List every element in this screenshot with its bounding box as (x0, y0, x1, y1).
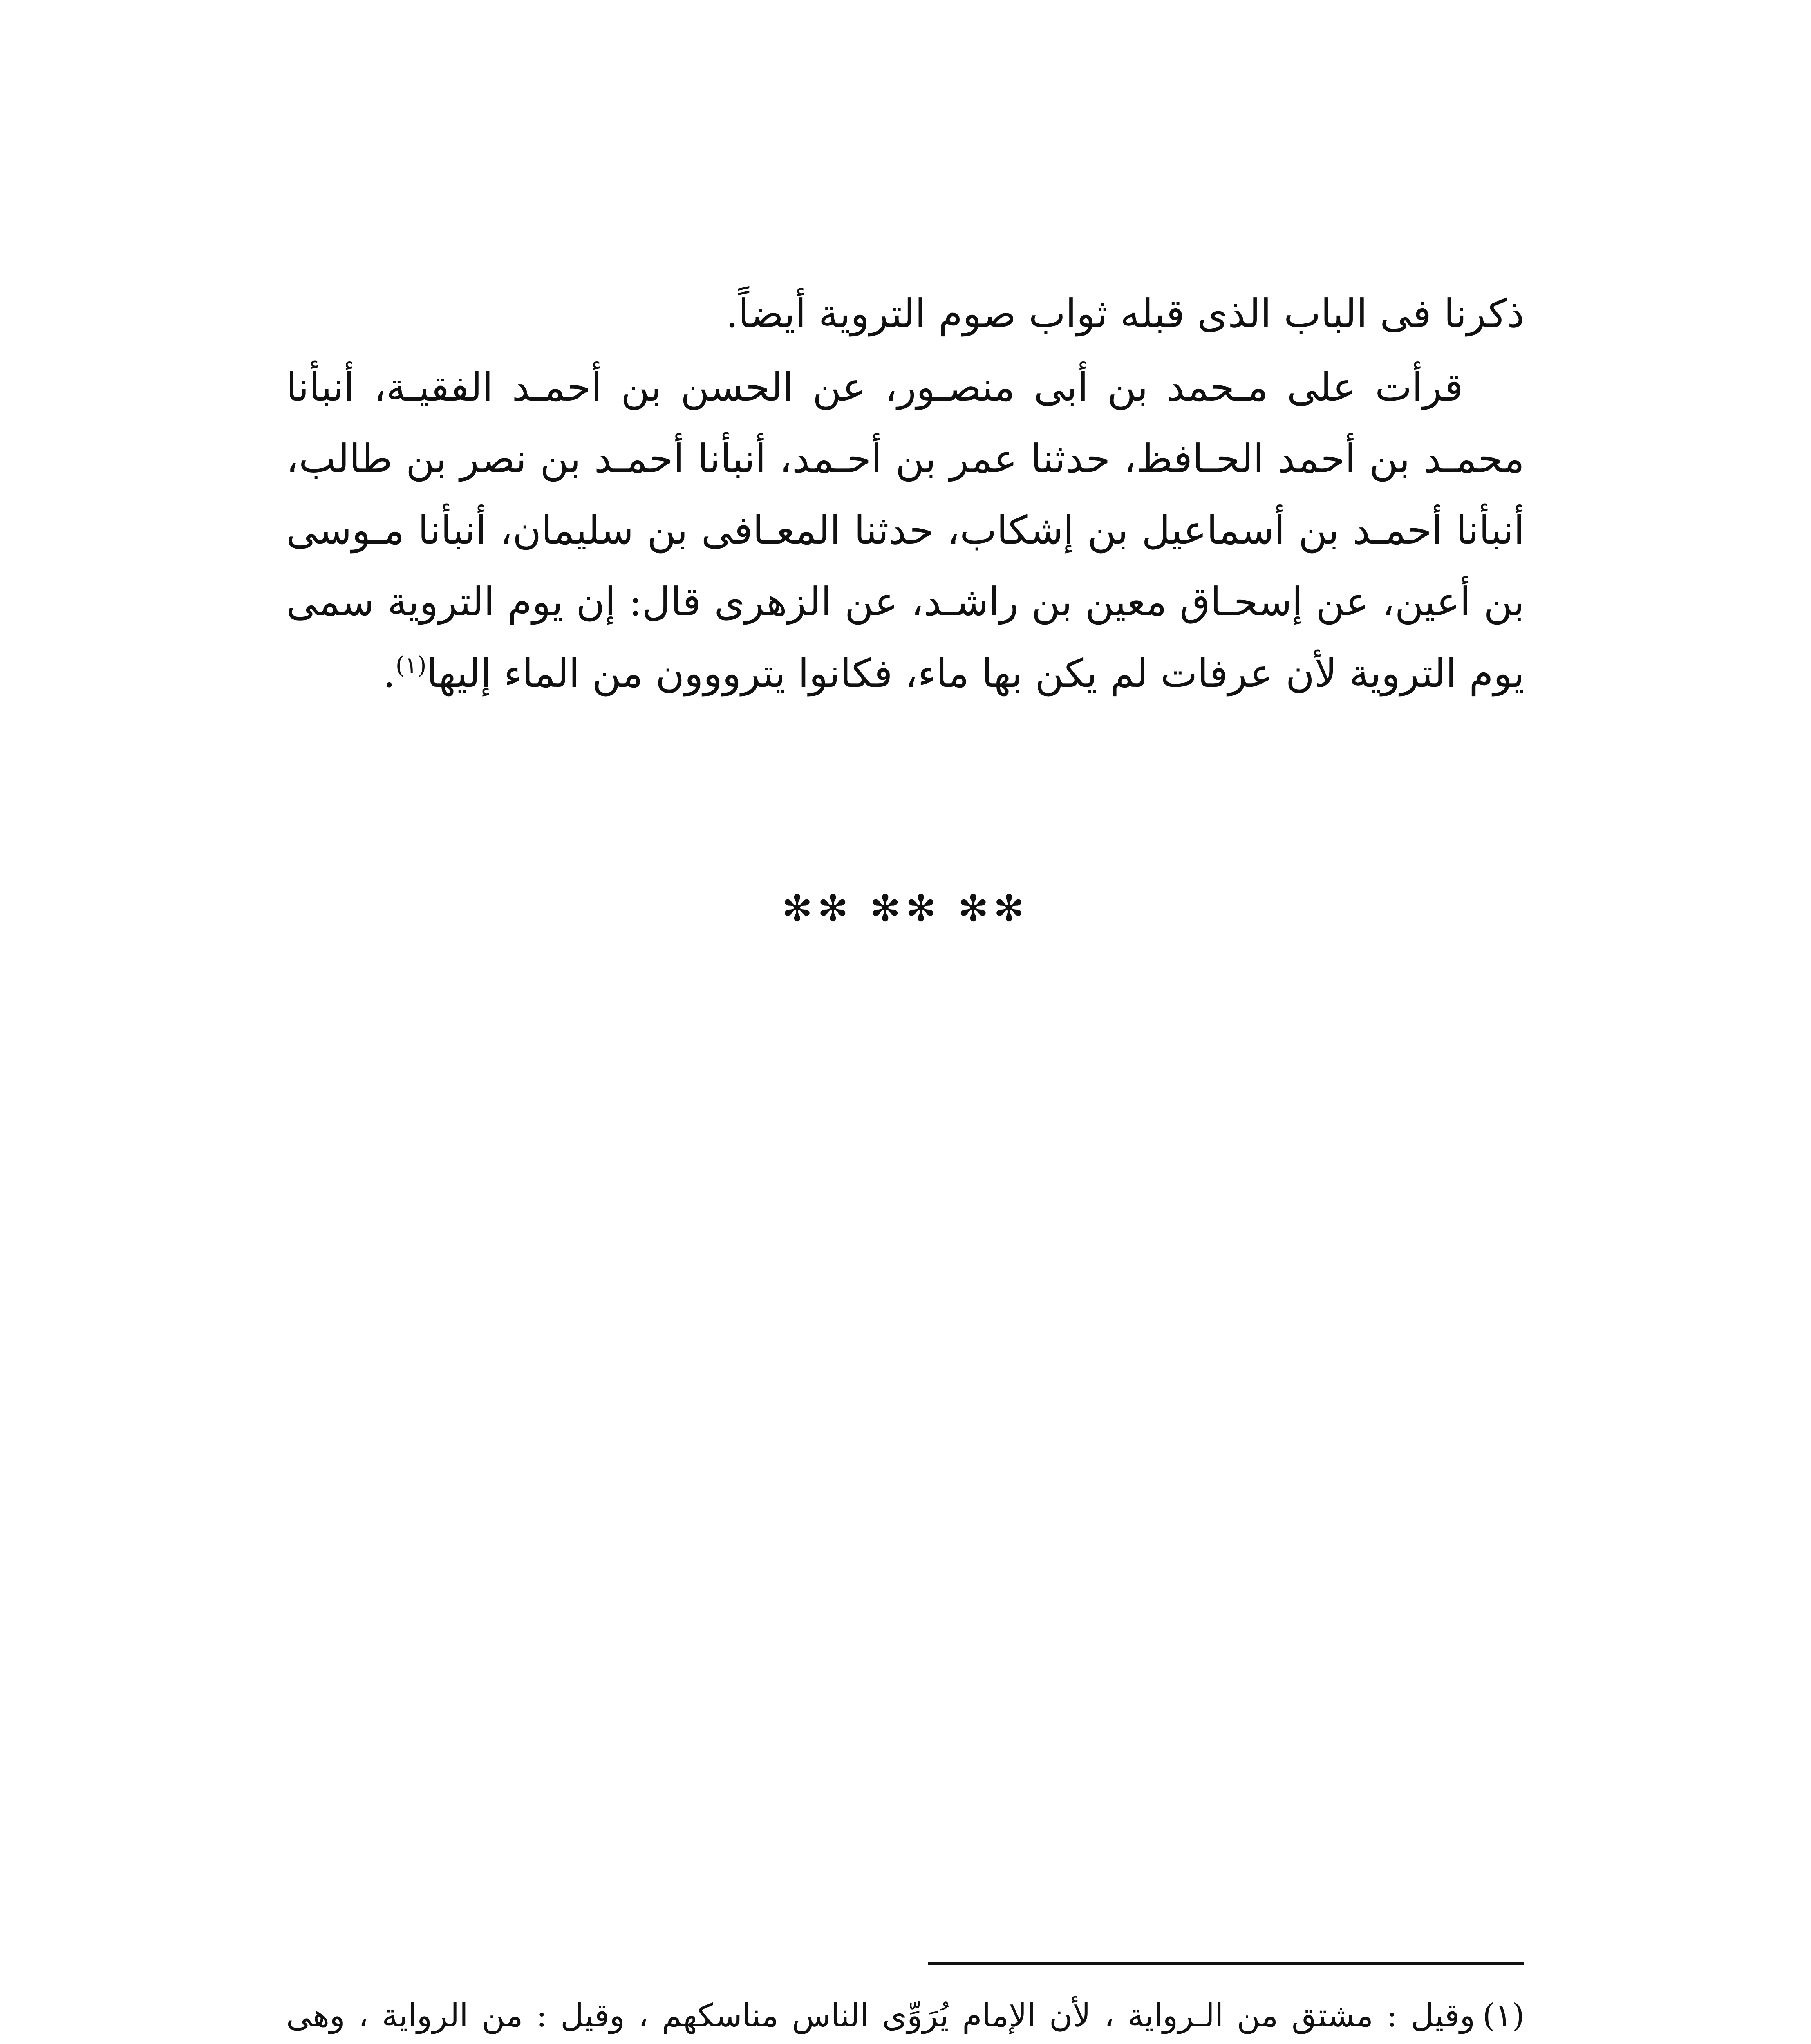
paragraph-text: قرأت على مـحمد بن أبى منصـور، عن الحسن بن أحمـد الفقيـة، أنبأنا محمـد بن أحمد الحـافظ، حدثنا عمر بن أحـمد، أنبأنا أحمـد بن نصر بن طالب، أنبأنا أحمـد بن أسماعيل بن إشكاب، حدثنا المعـافى بن سليمان، أنبأنا مـوسى بن أعين، عن إسحـاق معين بن راشـد، عن الزهرى قال: إن يوم التروية سمى يوم التروية لأن عرفات لم يكن بها ماء، فكانوا يترووون من الماء إليها (286, 364, 1524, 696)
intro-line: ذكرنا فى الباب الذى قبله ثواب صوم التروية أيضاً. (725, 291, 1524, 336)
section-separator: ✻✻ ✻✻ ✻✻ (781, 887, 1030, 930)
footnote-marker: (١) (1482, 1997, 1524, 2034)
footnote (286, 1987, 1524, 2044)
footnote-divider (928, 1962, 1524, 1965)
footnote-text: وقيل : مشتق من الـرواية ، لأن الإمام يُرَوِّى الناس مناسكهم ، وقيل : من الرواية ، وهى (286, 1997, 1475, 2034)
footnote-reference[interactable]: (١) (395, 652, 427, 679)
main-paragraph (286, 352, 1524, 709)
paragraph-end: . (383, 650, 396, 696)
